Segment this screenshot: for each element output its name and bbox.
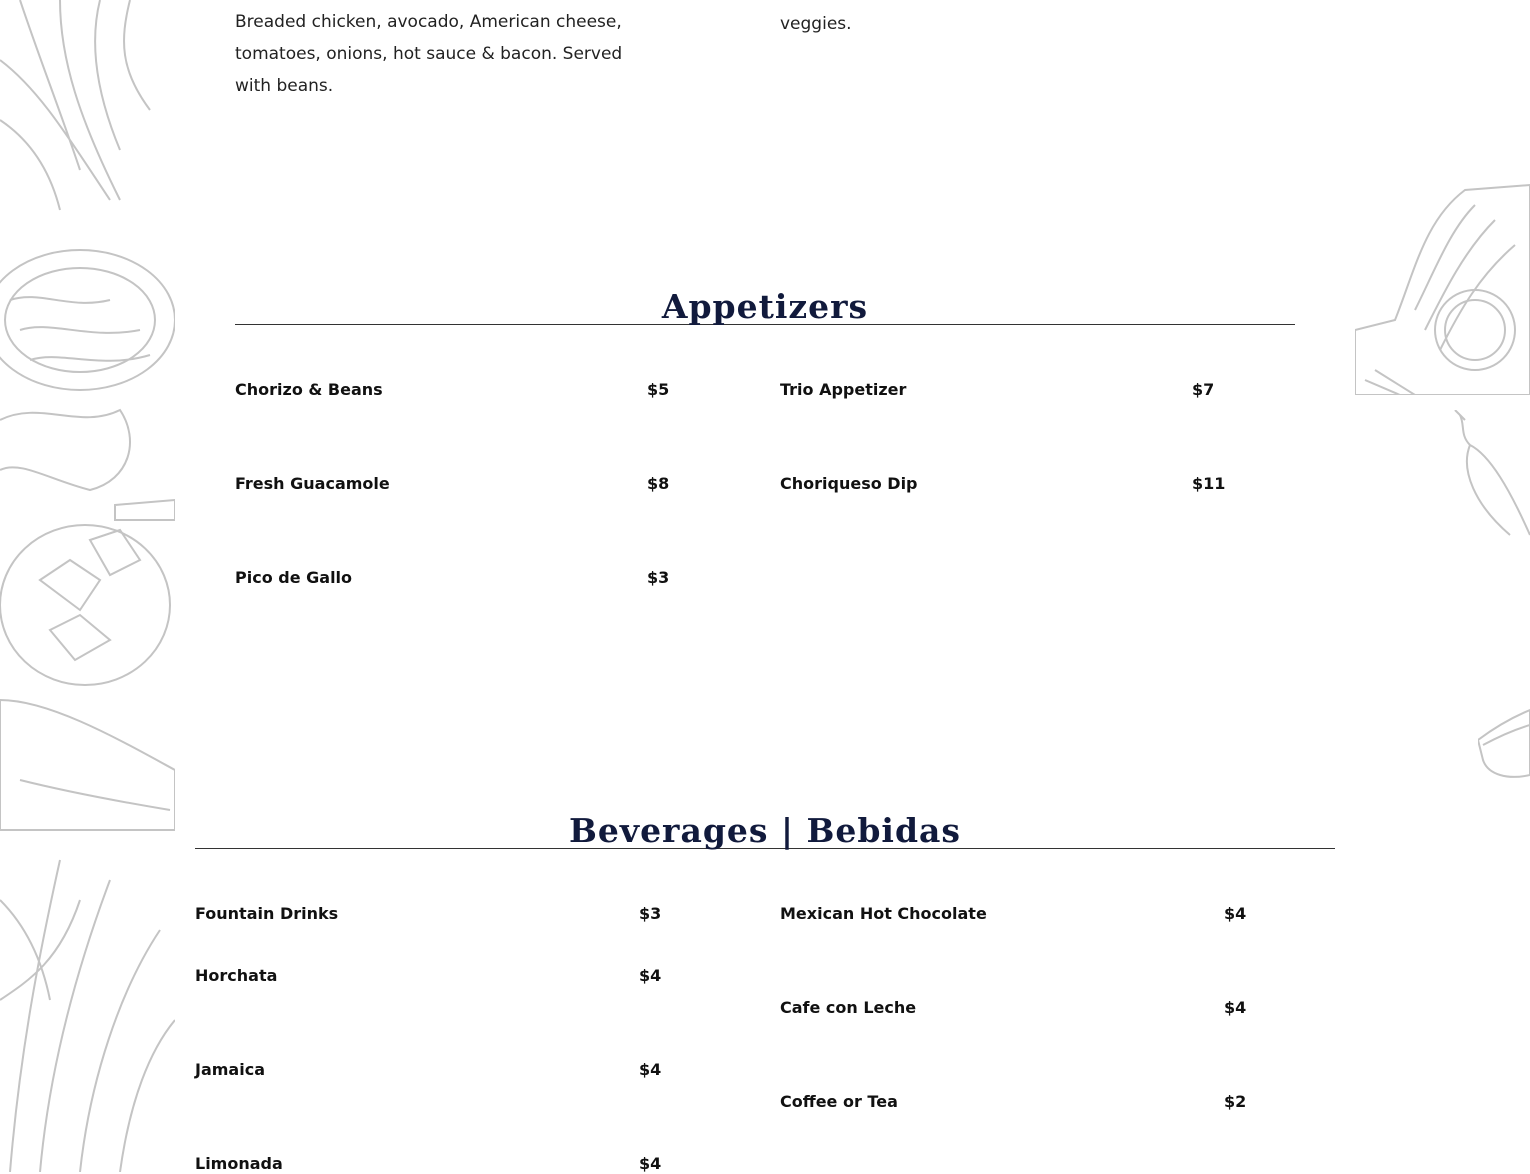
bowl-illustration: [1478, 705, 1530, 780]
menu-item-name: Jamaica: [195, 1060, 265, 1079]
appetizers-heading: Appetizers: [661, 287, 869, 326]
menu-item-price: $2: [1224, 1092, 1247, 1111]
menu-item-price: $7: [1192, 380, 1215, 399]
menu-item-price: $11: [1192, 474, 1226, 493]
guitar-illustration: [1355, 180, 1530, 395]
menu-item-name: Fountain Drinks: [195, 904, 339, 923]
menu-item-name: Limonada: [195, 1154, 283, 1173]
menu-item-name: Cafe con Leche: [780, 998, 917, 1017]
menu-item-name: Fresh Guacamole: [235, 474, 390, 493]
menu-item-name: Choriqueso Dip: [780, 474, 918, 493]
item-description-left: Breaded chicken, avocado, American cheese, tomatoes, onions, hot sauce & bacon. Served with beans.: [235, 12, 623, 96]
menu-item-price: $4: [639, 966, 662, 985]
menu-item-name: Coffee or Tea: [780, 1092, 898, 1111]
menu-item-price: $4: [1224, 998, 1247, 1017]
item-description-right: veggies.: [780, 14, 852, 34]
menu-item-price: $4: [639, 1154, 662, 1173]
left-food-illustration: [0, 0, 175, 1172]
chili-pepper-illustration: [1440, 410, 1530, 540]
menu-item-name: Chorizo & Beans: [235, 380, 383, 399]
menu-item-price: $5: [647, 380, 670, 399]
menu-item-name: Mexican Hot Chocolate: [780, 904, 987, 923]
menu-item-name: Pico de Gallo: [235, 568, 353, 587]
menu-item-price: $3: [647, 568, 670, 587]
menu-item-name: Trio Appetizer: [780, 380, 907, 399]
menu-item-price: $3: [639, 904, 662, 923]
beverages-heading: Beverages | Bebidas: [569, 811, 961, 850]
menu-item-name: Horchata: [195, 966, 278, 985]
menu-item-price: $4: [1224, 904, 1247, 923]
menu-item-price: $8: [647, 474, 670, 493]
menu-item-price: $4: [639, 1060, 662, 1079]
